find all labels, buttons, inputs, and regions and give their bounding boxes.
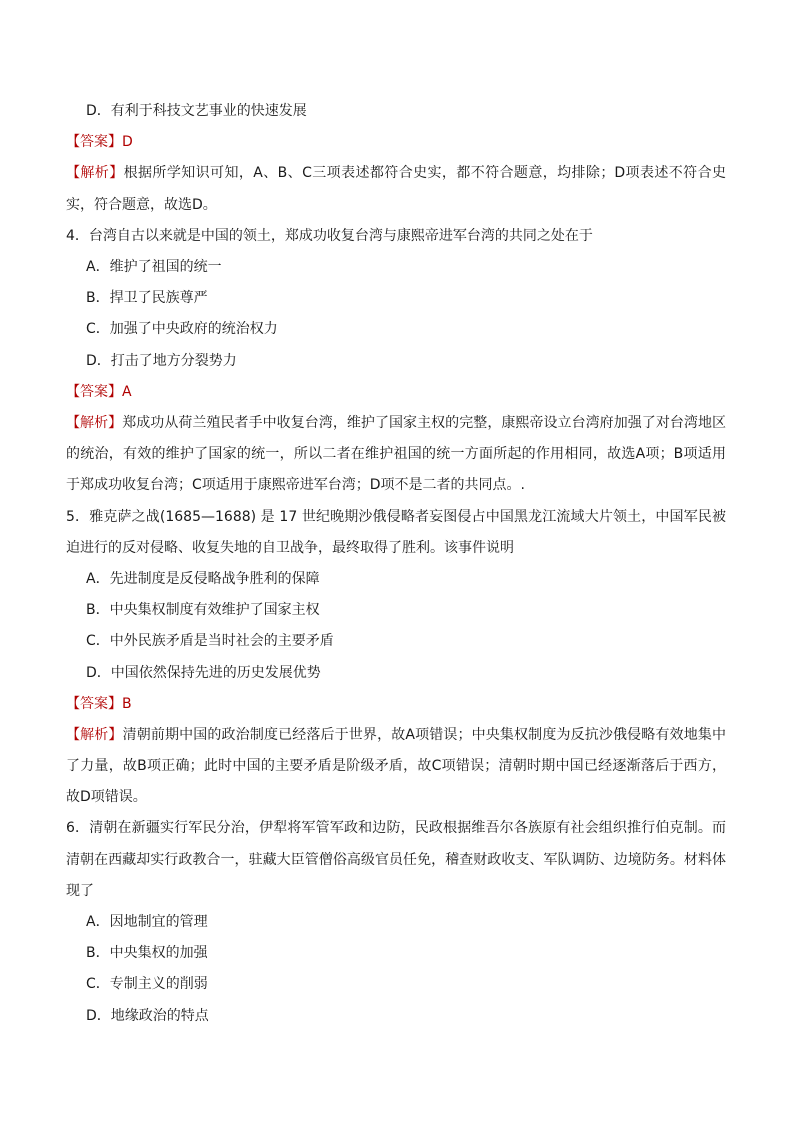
answer-tag: 【答案】 (66, 134, 122, 151)
analysis-tag: 【解析】 (66, 165, 124, 182)
q5-option-d[interactable]: D．中国依然保持先进的历史发展优势 (86, 664, 321, 681)
document-page (66, 96, 727, 1032)
answer-value: B (122, 695, 132, 712)
q5-analysis (66, 720, 726, 814)
q3-answer (66, 127, 726, 158)
q5-option-a[interactable]: A．先进制度是反侵略战争胜利的保障 (86, 570, 320, 587)
q4-analysis (66, 408, 726, 502)
q6-option-d[interactable]: D．地缘政治的特点 (86, 1007, 209, 1024)
analysis-text: 清朝前期中国的政治制度已经落后于世界，故A项错误；中央集权制度为反抗沙俄侵略有效地集中了力量，故B项正确；此时中国的主要矛盾是阶级矛盾，故C项错误；清朝时期中国已经逐渐落后于西方，故D项错误。 (66, 726, 727, 806)
q3-option-d[interactable] (86, 96, 726, 127)
q5-stem: 5．雅克萨之战(1685—1688) 是 17 世纪晚期沙俄侵略者妄图侵占中国黑龙江流域大片领土，中国军民被迫进行的反对侵略、收复失地的自卫战争，最终取得了胜利。该事件说明 (66, 508, 726, 556)
option-text: D．有利于科技文艺事业的快速发展 (86, 103, 307, 119)
q3-analysis (66, 158, 726, 220)
q4-option-d[interactable]: D．打击了地方分裂势力 (86, 352, 237, 369)
q4-answer (66, 377, 726, 408)
answer-value: A (122, 383, 132, 400)
q6-stem: 6．清朝在新疆实行军民分治，伊犁将军管军政和边防，民政根据维吾尔各族原有社会组织推行伯克制。而清朝在西藏却实行政教合一，驻藏大臣管僧俗高级官员任免，稽查财政收支、军队调防、边境防务。材料体现了 (66, 820, 726, 899)
q6-option-c[interactable]: C．专制主义的削弱 (86, 976, 208, 993)
analysis-text: 郑成功从荷兰殖民者手中收复台湾，维护了国家主权的完整，康熙帝设立台湾府加强了对台湾地区的统治，有效的维护了国家的统一，所以二者在维护祖国的统一方面所起的作用相同，故选A项；B项适用于郑成功收复台湾；C项适用于康熙帝进军台湾；D项不是二者的共同点。. (66, 414, 727, 494)
q6-option-b[interactable]: B．中央集权的加强 (86, 945, 208, 962)
q5-answer (66, 689, 726, 720)
analysis-tag: 【解析】 (66, 726, 123, 743)
analysis-tag: 【解析】 (66, 414, 123, 431)
answer-value: D (122, 134, 133, 151)
analysis-text: 根据所学知识可知，A、B、C三项表述都符合史实，都不符合题意，均排除；D项表述不符合史实，符合题意，故选D。 (66, 165, 726, 213)
answer-tag: 【答案】 (66, 383, 122, 400)
answer-tag: 【答案】 (66, 695, 122, 712)
q4-option-c[interactable]: C．加强了中央政府的统治权力 (86, 321, 278, 338)
q4-option-a[interactable]: A．维护了祖国的统一 (86, 258, 222, 275)
q5-option-c[interactable]: C．中外民族矛盾是当时社会的主要矛盾 (86, 633, 334, 650)
q6-option-a[interactable]: A．因地制宜的管理 (86, 914, 208, 931)
q4-option-b[interactable]: B．捍卫了民族尊严 (86, 290, 208, 307)
q5-option-b[interactable]: B．中央集权制度有效维护了国家主权 (86, 602, 320, 619)
q4-stem: 4．台湾自古以来就是中国的领土，郑成功收复台湾与康熙帝进军台湾的共同之处在于 (66, 227, 593, 244)
